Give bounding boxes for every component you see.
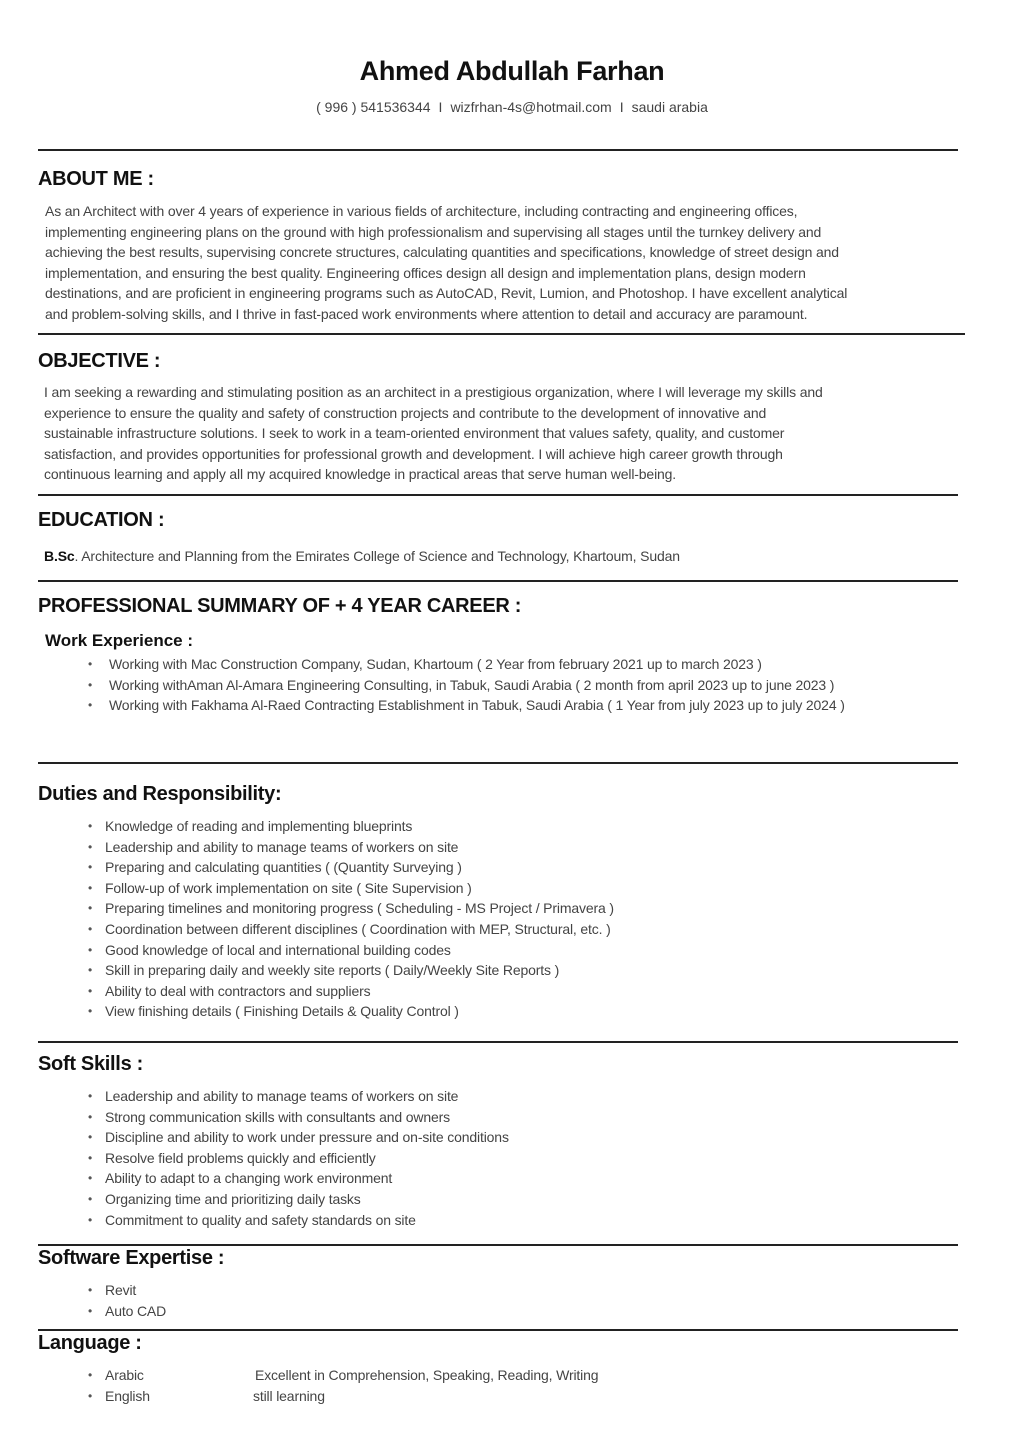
divider	[38, 1329, 958, 1331]
item-text: Organizing time and prioritizing daily tasks	[105, 1190, 361, 1207]
text-line: As an Architect with over 4 years of experience in various fields of architecture, including contracting and engineering offices,	[45, 203, 798, 219]
list-item	[88, 1365, 788, 1386]
soft-skills-list	[88, 1086, 509, 1230]
bullet-icon: •	[88, 1303, 93, 1318]
list-item	[88, 857, 614, 878]
list-item	[88, 1001, 614, 1022]
bullet-icon: •	[88, 1368, 93, 1382]
item-text: Follow-up of work implementation on site ( Site Supervision )	[105, 879, 472, 896]
bullet-icon: •	[88, 983, 93, 998]
bullet-icon: •	[88, 1212, 93, 1227]
text-line: destinations, and are proficient in engineering programs such as AutoCAD, Revit, Lumion, and Photoshop. I have excellent analytical	[45, 285, 848, 301]
bullet-icon: •	[88, 921, 93, 936]
item-text: Leadership and ability to manage teams of workers on site	[105, 1088, 459, 1104]
divider	[38, 762, 958, 764]
item-text: Discipline and ability to work under pressure and on-site conditions	[105, 1129, 509, 1146]
item-text: Preparing timelines and monitoring progress ( Scheduling - MS Project / Primavera )	[105, 900, 614, 917]
software-heading: Software Expertise :	[38, 1247, 225, 1269]
objective-text	[44, 382, 823, 485]
text-line: and problem-solving skills, and I thrive in fast-paced work environments where attention to detail and accuracy are paramount.	[45, 305, 808, 322]
soft-skills-heading: Soft Skills :	[38, 1053, 144, 1075]
bullet-icon: •	[88, 657, 93, 671]
language-heading: Language :	[38, 1332, 142, 1354]
about-heading: ABOUT ME :	[38, 168, 154, 190]
list-item	[88, 1280, 166, 1301]
text-line: implementation, and ensuring the best quality. Engineering offices design all design and implementation plans, design modern	[45, 264, 806, 281]
bullet-icon: •	[88, 1191, 93, 1206]
bullet-icon: •	[88, 860, 93, 875]
divider	[38, 1244, 958, 1246]
bullet-icon: •	[88, 1004, 93, 1019]
item-text: Revit	[105, 1282, 137, 1298]
item-text: Resolve field problems quickly and efficiently	[105, 1149, 376, 1166]
phone: ( 996 ) 541536344	[316, 99, 431, 115]
bullet-icon: •	[88, 1150, 93, 1165]
objective-heading: OBJECTIVE :	[38, 350, 161, 372]
item-text: Leadership and ability to manage teams of workers on site	[105, 838, 459, 855]
list-item	[88, 1127, 509, 1148]
item-text: Working withAman Al-Amara Engineering Consulting, in Tabuk, Saudi Arabia ( 2 month from april 2023 up to june 2023 )	[109, 676, 835, 693]
item-text: Strong communication skills with consultants and owners	[105, 1108, 451, 1125]
list-item	[88, 940, 614, 961]
bullet-icon: •	[88, 880, 93, 895]
summary-heading: PROFESSIONAL SUMMARY OF + 4 YEAR CAREER :	[38, 595, 522, 617]
work-list	[88, 654, 845, 716]
divider	[38, 580, 958, 582]
software-list	[88, 1280, 166, 1321]
item-text: View finishing details ( Finishing Details & Quality Control )	[105, 1003, 459, 1020]
item-text: Auto CAD	[105, 1302, 167, 1319]
list-item	[88, 898, 614, 919]
language-name: Arabic	[105, 1367, 144, 1383]
divider	[38, 333, 965, 335]
text-line: I am seeking a rewarding and stimulating position as an architect in a prestigious organization, where I will leverage my skills and	[44, 384, 823, 400]
language-list	[88, 1365, 788, 1406]
list-item	[88, 816, 614, 837]
bullet-icon: •	[88, 1171, 93, 1186]
item-text: Working with Fakhama Al-Raed Contracting Establishment in Tabuk, Saudi Arabia ( 1 Year from july 2023 up to july 2024 )	[109, 697, 845, 714]
about-text	[45, 201, 847, 324]
bullet-icon: •	[88, 1130, 93, 1145]
list-item	[88, 1301, 166, 1322]
bullet-icon: •	[88, 1283, 93, 1297]
list-item	[88, 837, 614, 858]
email: wizfrhan-4s@hotmail.com	[450, 99, 612, 115]
bullet-icon: •	[88, 1089, 93, 1103]
bullet-icon: •	[88, 1109, 93, 1124]
text-line: experience to ensure the quality and safety of construction projects and contribute to the development of innovative and	[44, 404, 767, 421]
language-name: English	[105, 1387, 150, 1404]
item-text: Good knowledge of local and international building codes	[105, 941, 451, 958]
candidate-name: Ahmed Abdullah Farhan	[359, 56, 665, 86]
item-text: Skill in preparing daily and weekly site reports ( Daily/Weekly Site Reports )	[105, 962, 560, 979]
contact-line	[0, 99, 1024, 115]
item-text: Ability to deal with contractors and suppliers	[105, 982, 371, 999]
bullet-icon: •	[88, 677, 93, 692]
duties-list	[88, 816, 614, 1022]
text-line: implementing engineering plans on the ground with high professionalism and supervising all stages until the turnkey delivery and	[45, 223, 822, 240]
list-item	[88, 1189, 509, 1210]
education-entry	[44, 546, 680, 567]
bullet-icon: •	[88, 839, 93, 854]
list-item	[88, 1107, 509, 1128]
item-text: Preparing and calculating quantities ( (Quantity Surveying )	[105, 859, 462, 876]
list-item	[88, 1168, 509, 1189]
separator: I	[619, 99, 624, 115]
bullet-icon: •	[88, 942, 93, 957]
item-text: Knowledge of reading and implementing blueprints	[105, 818, 413, 834]
list-item	[88, 675, 845, 696]
education-heading: EDUCATION :	[38, 509, 165, 531]
bullet-icon: •	[88, 963, 93, 978]
bullet-icon: •	[88, 1388, 93, 1403]
item-text: Working with Mac Construction Company, Sudan, Khartoum ( 2 Year from february 2021 up to march 2023 )	[109, 656, 762, 672]
list-item	[88, 1386, 788, 1407]
item-text: Coordination between different disciplines ( Coordination with MEP, Structural, etc. )	[105, 920, 611, 937]
list-item	[88, 960, 614, 981]
text-line: achieving the best results, supervising concrete structures, calculating quantities and specifications, knowledge of street design and	[45, 244, 839, 260]
item-text: Ability to adapt to a changing work environment	[105, 1170, 393, 1187]
language-level: still learning	[253, 1387, 325, 1404]
list-item	[88, 1148, 509, 1169]
divider	[38, 1041, 958, 1043]
separator: I	[438, 99, 443, 115]
list-item	[88, 919, 614, 940]
language-level: Excellent in Comprehension, Speaking, Reading, Writing	[255, 1367, 599, 1383]
bullet-icon: •	[88, 698, 93, 713]
duties-heading: Duties and Responsibility:	[38, 783, 282, 805]
list-item	[88, 654, 845, 675]
list-item	[88, 878, 614, 899]
education-detail: . Architecture and Planning from the Emirates College of Science and Technology, Khartoum, Sudan	[74, 548, 680, 564]
list-item	[88, 1210, 509, 1231]
list-item	[88, 1086, 509, 1107]
bullet-icon: •	[88, 901, 93, 916]
text-line: satisfaction, and provides opportunities for professional growth and development. I will achieve high career growth through	[44, 445, 783, 462]
location: saudi arabia	[631, 99, 708, 115]
list-item	[88, 695, 845, 716]
degree: B.Sc	[44, 548, 75, 564]
list-item	[88, 981, 614, 1002]
bullet-icon: •	[88, 819, 93, 833]
divider	[38, 149, 958, 151]
divider	[38, 494, 958, 496]
text-line: sustainable infrastructure solutions. I seek to work in a team-oriented environment that values safety, quality, and customer	[44, 425, 785, 441]
work-experience-heading: Work Experience :	[45, 631, 194, 650]
item-text: Commitment to quality and safety standards on site	[105, 1211, 416, 1228]
text-line: continuous learning and apply all my acquired knowledge in practical areas that serve human well-being.	[44, 466, 677, 482]
